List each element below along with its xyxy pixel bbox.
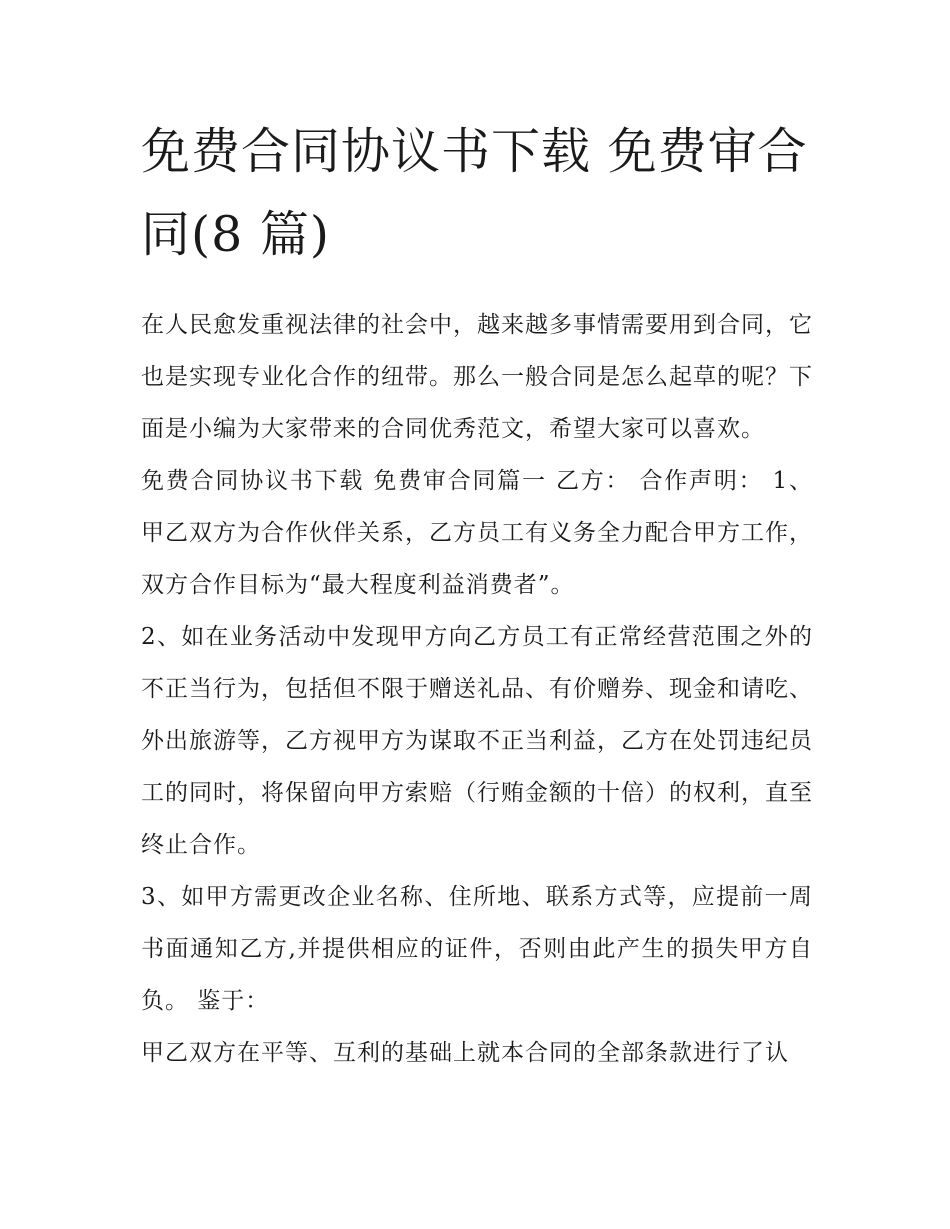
- clause-paragraph-2: 2、如在业务活动中发现甲方向乙方员工有正常经营范围之外的不正当行为，包括但不限于赠送礼品、有价赠券、现金和请吃、外出旅游等，乙方视甲方为谋取不正当利益，乙方在处罚违纪员工的同时，将保留向甲方索赔（行贿金额的十倍）的权利，直至终止合作。: [141, 624, 813, 858]
- intro-paragraph: 在人民愈发重视法律的社会中，越来越多事情需要用到合同，它也是实现专业化合作的纽带。那么一般合同是怎么起草的呢？下面是小编为大家带来的合同优秀范文，希望大家可以喜欢。: [141, 312, 813, 442]
- document-page: [141, 110, 813, 1079]
- document-title: 免费合同协议书下载 免费审合同(8 篇): [141, 123, 808, 263]
- clause-paragraph-1: 免费合同协议书下载 免费审合同篇一 乙方： 合作声明： 1、甲乙双方为合作伙伴关系，乙方员工有义务全力配合甲方工作，双方合作目标为“最大程度利益消费者”。: [141, 468, 813, 598]
- clause-paragraph-3: 3、如甲方需更改企业名称、住所地、联系方式等，应提前一周书面通知乙方,并提供相应的证件，否则由此产生的损失甲方自负。 鉴于：: [141, 884, 813, 1014]
- clause-paragraph-4: 甲乙双方在平等、互利的基础上就本合同的全部条款进行了认: [141, 1040, 789, 1066]
